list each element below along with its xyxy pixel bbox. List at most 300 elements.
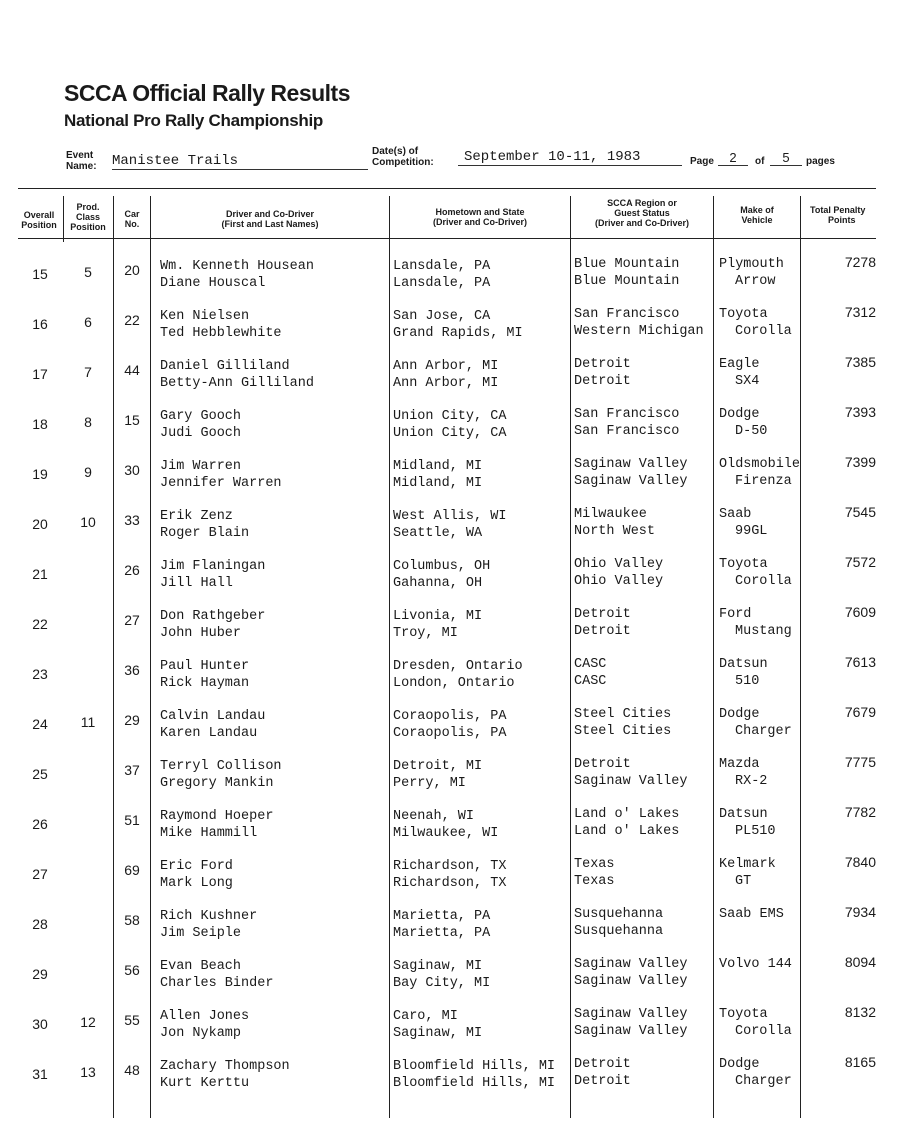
car-number: 55 [124, 1012, 140, 1028]
column-header-car-number [114, 209, 150, 229]
date-label-line-2: Competition: [372, 157, 434, 168]
column-header-text: Prod. [76, 202, 100, 212]
overall-position: 22 [32, 616, 48, 632]
car-number: 51 [124, 812, 140, 828]
co-driver-hometown: Richardson, TX [393, 876, 507, 891]
overall-position: 24 [32, 716, 48, 732]
class-position: 7 [84, 364, 92, 380]
column-header-text: Total Penalty [810, 205, 866, 215]
co-driver-name: Ted Hebblewhite [160, 326, 282, 341]
vehicle [719, 606, 792, 640]
hometowns [393, 808, 498, 842]
penalty-points: 7399 [844, 454, 876, 470]
vehicle-model: Corolla [735, 324, 792, 339]
driver-region: Land o' Lakes [574, 807, 680, 822]
penalty-points: 7572 [844, 554, 876, 570]
class-position: 9 [84, 464, 92, 480]
co-driver-hometown: London, Ontario [393, 676, 515, 691]
driver-name: Don Rathgeber [160, 609, 266, 624]
co-driver-region: Texas [574, 874, 615, 889]
vehicle-model: Charger [735, 724, 792, 739]
page-number: 2 [718, 150, 748, 166]
co-driver-region: Saginaw Valley [574, 1024, 688, 1039]
co-driver-hometown: Coraopolis, PA [393, 726, 507, 741]
co-driver-name: Jim Seiple [160, 926, 242, 941]
vehicle-model: Mustang [735, 624, 792, 639]
event-name-value: Manistee Trails [112, 153, 368, 170]
regions [574, 306, 704, 340]
driver-names [160, 458, 282, 492]
date-value: September 10-11, 1983 [458, 149, 682, 166]
page-subtitle: National Pro Rally Championship [64, 111, 323, 130]
vehicle-make: Mazda [719, 757, 760, 772]
driver-region: Steel Cities [574, 707, 672, 722]
driver-region: Detroit [574, 357, 631, 372]
co-driver-name: Roger Blain [160, 526, 250, 541]
co-driver-hometown: Bay City, MI [393, 976, 491, 991]
column-header-text: No. [124, 219, 140, 229]
table-row [0, 854, 900, 908]
car-number: 58 [124, 912, 140, 928]
driver-region: Saginaw Valley [574, 1007, 688, 1022]
driver-hometown: Caro, MI [393, 1009, 458, 1024]
hometowns [393, 958, 490, 992]
driver-hometown: Bloomfield Hills, MI [393, 1059, 556, 1074]
car-number: 33 [124, 512, 140, 528]
driver-hometown: Dresden, Ontario [393, 659, 523, 674]
co-driver-hometown: Marietta, PA [393, 926, 491, 941]
hometowns [393, 558, 490, 592]
vehicle-make: Oldsmobile [719, 457, 801, 472]
vehicle-make: Saab EMS [719, 907, 784, 922]
driver-name: Ken Nielsen [160, 309, 250, 324]
column-header-text: SCCA Region or [607, 198, 677, 208]
co-driver-region: Detroit [574, 374, 631, 389]
regions [574, 256, 679, 290]
regions [574, 556, 663, 590]
driver-hometown: Neenah, WI [393, 809, 475, 824]
vehicle-make: Dodge [719, 407, 760, 422]
overall-position: 26 [32, 816, 48, 832]
page-total: 5 [770, 150, 802, 166]
car-number: 29 [124, 712, 140, 728]
vehicle [719, 506, 767, 540]
hometowns [393, 358, 498, 392]
table-row [0, 504, 900, 558]
vehicle-model: Arrow [735, 274, 776, 289]
car-number: 44 [124, 362, 140, 378]
driver-name: Paul Hunter [160, 659, 250, 674]
pages-label: pages [806, 156, 835, 167]
column-header-text: Guest Status [614, 208, 670, 218]
driver-region: San Francisco [574, 407, 680, 422]
driver-region: Susquehanna [574, 907, 664, 922]
vehicle-make: Toyota [719, 557, 768, 572]
overall-position: 23 [32, 666, 48, 682]
co-driver-hometown: Midland, MI [393, 476, 483, 491]
driver-hometown: Richardson, TX [393, 859, 507, 874]
table-row [0, 554, 900, 608]
hometowns [393, 458, 482, 492]
column-header-region [571, 198, 713, 228]
vehicle-make: Toyota [719, 1007, 768, 1022]
driver-name: Zachary Thompson [160, 1059, 290, 1074]
co-driver-name: Charles Binder [160, 976, 274, 991]
regions [574, 506, 655, 540]
co-driver-hometown: Gahanna, OH [393, 576, 483, 591]
driver-names [160, 808, 273, 842]
co-driver-region: North West [574, 524, 656, 539]
vehicle-make: Toyota [719, 307, 768, 322]
co-driver-region: Steel Cities [574, 724, 672, 739]
of-label: of [755, 156, 765, 167]
vehicle-make: Ford [719, 607, 752, 622]
column-header-text: (Driver and Co-Driver) [432, 217, 528, 227]
car-number: 56 [124, 962, 140, 978]
penalty-points: 8165 [844, 1054, 876, 1070]
driver-name: Wm. Kenneth Housean [160, 259, 314, 274]
driver-name: Gary Gooch [160, 409, 242, 424]
co-driver-hometown: Perry, MI [393, 776, 466, 791]
co-driver-hometown: Bloomfield Hills, MI [393, 1076, 556, 1091]
hometowns [393, 658, 523, 692]
hometowns [393, 708, 506, 742]
table-row [0, 754, 900, 808]
penalty-points: 7278 [844, 254, 876, 270]
driver-name: Daniel Gilliland [160, 359, 290, 374]
column-header-text: Position [21, 220, 57, 230]
column-header-text: Overall [23, 210, 55, 220]
overall-position: 29 [32, 966, 48, 982]
vehicle [719, 306, 792, 340]
driver-names [160, 1008, 249, 1042]
regions [574, 406, 679, 440]
co-driver-name: Betty-Ann Gilliland [160, 376, 314, 391]
penalty-points: 7545 [844, 504, 876, 520]
car-number: 30 [124, 462, 140, 478]
vehicle-model: Charger [735, 1074, 792, 1089]
hometowns [393, 858, 506, 892]
penalty-points: 7782 [844, 804, 876, 820]
vehicle-model: Corolla [735, 574, 792, 589]
hometowns [393, 508, 506, 542]
driver-names [160, 408, 241, 442]
vehicle-make: Dodge [719, 707, 760, 722]
co-driver-name: Diane Houscal [160, 276, 266, 291]
regions [574, 806, 679, 840]
hometowns [393, 758, 482, 792]
penalty-points: 7679 [844, 704, 876, 720]
column-header-text: (First and Last Names) [221, 219, 319, 229]
penalty-points: 7312 [844, 304, 876, 320]
hometowns [393, 1058, 555, 1092]
class-position: 10 [80, 514, 96, 530]
vehicle [719, 706, 792, 740]
co-driver-region: Saginaw Valley [574, 474, 688, 489]
penalty-points: 7613 [844, 654, 876, 670]
co-driver-name: Jennifer Warren [160, 476, 282, 491]
driver-names [160, 258, 314, 292]
penalty-points: 7393 [844, 404, 876, 420]
penalty-points: 7609 [844, 604, 876, 620]
co-driver-region: Saginaw Valley [574, 974, 688, 989]
vehicle [719, 1056, 792, 1090]
car-number: 48 [124, 1062, 140, 1078]
penalty-points: 7840 [844, 854, 876, 870]
co-driver-name: Gregory Mankin [160, 776, 274, 791]
co-driver-name: Kurt Kerttu [160, 1076, 250, 1091]
event-label-line-2: Name: [66, 161, 97, 172]
co-driver-region: Blue Mountain [574, 274, 680, 289]
column-header-penalty [804, 205, 896, 225]
driver-hometown: Columbus, OH [393, 559, 491, 574]
co-driver-hometown: Ann Arbor, MI [393, 376, 499, 391]
regions [574, 706, 671, 740]
co-driver-hometown: Saginaw, MI [393, 1026, 483, 1041]
regions [574, 856, 615, 890]
vehicle-model: 510 [735, 674, 760, 689]
vehicle-make: Dodge [719, 1057, 760, 1072]
co-driver-name: Jill Hall [160, 576, 233, 591]
co-driver-hometown: Milwaukee, WI [393, 826, 499, 841]
regions [574, 1056, 631, 1090]
class-position: 8 [84, 414, 92, 430]
driver-name: Erik Zenz [160, 509, 233, 524]
driver-names [160, 858, 233, 892]
vehicle-model: SX4 [735, 374, 760, 389]
table-row [0, 704, 900, 758]
overall-position: 15 [32, 266, 48, 282]
car-number: 27 [124, 612, 140, 628]
co-driver-name: Karen Landau [160, 726, 258, 741]
table-header-rule [18, 238, 876, 239]
vehicle-make: Eagle [719, 357, 760, 372]
overall-position: 18 [32, 416, 48, 432]
co-driver-hometown: Seattle, WA [393, 526, 483, 541]
table-row [0, 904, 900, 958]
driver-names [160, 608, 265, 642]
vehicle-make: Saab [719, 507, 752, 522]
table-row [0, 354, 900, 408]
vehicle-model: 99GL [735, 524, 768, 539]
car-number: 37 [124, 762, 140, 778]
column-header-class-position [64, 202, 112, 232]
driver-name: Jim Flaningan [160, 559, 266, 574]
event-label-line-1: Event [66, 150, 94, 161]
vehicle-make: Datsun [719, 657, 768, 672]
car-number: 22 [124, 312, 140, 328]
column-header-make [714, 205, 800, 225]
driver-region: CASC [574, 657, 607, 672]
driver-hometown: Coraopolis, PA [393, 709, 507, 724]
table-top-rule [18, 188, 876, 189]
car-number: 36 [124, 662, 140, 678]
penalty-points: 7934 [844, 904, 876, 920]
driver-names [160, 358, 314, 392]
class-position: 6 [84, 314, 92, 330]
overall-position: 30 [32, 1016, 48, 1032]
class-position: 12 [80, 1014, 96, 1030]
co-driver-name: Judi Gooch [160, 426, 242, 441]
driver-hometown: Saginaw, MI [393, 959, 483, 974]
driver-hometown: Lansdale, PA [393, 259, 491, 274]
penalty-points: 7775 [844, 754, 876, 770]
hometowns [393, 258, 490, 292]
driver-names [160, 508, 249, 542]
co-driver-region: Detroit [574, 624, 631, 639]
table-row [0, 604, 900, 658]
co-driver-name: Mark Long [160, 876, 233, 891]
page-label: Page [690, 156, 714, 167]
table-row [0, 454, 900, 508]
driver-name: Calvin Landau [160, 709, 266, 724]
vehicle-model: D-50 [735, 424, 768, 439]
driver-hometown: Union City, CA [393, 409, 507, 424]
driver-region: Saginaw Valley [574, 957, 688, 972]
hometowns [393, 1008, 482, 1042]
driver-names [160, 1058, 290, 1092]
co-driver-region: Susquehanna [574, 924, 664, 939]
column-header-text: Points [828, 215, 856, 225]
overall-position: 28 [32, 916, 48, 932]
vehicle-make: Volvo 144 [719, 957, 792, 972]
vehicle-make: Datsun [719, 807, 768, 822]
vehicle [719, 856, 776, 890]
vehicle-make: Plymouth [719, 257, 784, 272]
co-driver-name: Jon Nykamp [160, 1026, 242, 1041]
driver-name: Rich Kushner [160, 909, 258, 924]
column-header-driver [151, 209, 389, 229]
regions [574, 456, 687, 490]
driver-names [160, 658, 249, 692]
vehicle-model: RX-2 [735, 774, 768, 789]
car-number: 20 [124, 262, 140, 278]
car-number: 15 [124, 412, 140, 428]
co-driver-region: CASC [574, 674, 607, 689]
driver-hometown: Ann Arbor, MI [393, 359, 499, 374]
overall-position: 21 [32, 566, 48, 582]
hometowns [393, 308, 523, 342]
driver-names [160, 908, 257, 942]
driver-name: Raymond Hoeper [160, 809, 274, 824]
column-header-overall-position [16, 210, 62, 230]
date-label [372, 146, 434, 168]
regions [574, 906, 663, 940]
car-number: 69 [124, 862, 140, 878]
vehicle [719, 756, 767, 790]
driver-region: San Francisco [574, 307, 680, 322]
class-position: 13 [80, 1064, 96, 1080]
vehicle [719, 656, 768, 690]
driver-name: Eric Ford [160, 859, 233, 874]
vehicle [719, 256, 784, 290]
vehicle-model: GT [735, 874, 752, 889]
regions [574, 756, 687, 790]
table-row [0, 1004, 900, 1058]
driver-name: Jim Warren [160, 459, 242, 474]
overall-position: 17 [32, 366, 48, 382]
overall-position: 31 [32, 1066, 48, 1082]
driver-name: Terryl Collison [160, 759, 282, 774]
driver-name: Allen Jones [160, 1009, 250, 1024]
driver-names [160, 308, 282, 342]
hometowns [393, 608, 482, 642]
driver-hometown: Midland, MI [393, 459, 483, 474]
co-driver-region: Land o' Lakes [574, 824, 680, 839]
co-driver-region: Detroit [574, 1074, 631, 1089]
overall-position: 19 [32, 466, 48, 482]
driver-names [160, 758, 282, 792]
co-driver-region: Saginaw Valley [574, 774, 688, 789]
co-driver-hometown: Lansdale, PA [393, 276, 491, 291]
table-row [0, 954, 900, 1008]
co-driver-name: Rick Hayman [160, 676, 250, 691]
hometowns [393, 408, 506, 442]
driver-region: Detroit [574, 1057, 631, 1072]
penalty-points: 8094 [844, 954, 876, 970]
vehicle-make: Kelmark [719, 857, 776, 872]
vehicle-model: PL510 [735, 824, 776, 839]
regions [574, 356, 631, 390]
driver-names [160, 558, 265, 592]
co-driver-region: San Francisco [574, 424, 680, 439]
driver-names [160, 708, 265, 742]
page-title: SCCA Official Rally Results [64, 80, 351, 106]
table-row [0, 1054, 900, 1108]
hometowns [393, 908, 490, 942]
regions [574, 656, 606, 690]
driver-hometown: Marietta, PA [393, 909, 491, 924]
table-row [0, 654, 900, 708]
vehicle-model: Firenza [735, 474, 792, 489]
table-row [0, 304, 900, 358]
class-position: 5 [84, 264, 92, 280]
column-header-text: (Driver and Co-Driver) [594, 218, 690, 228]
table-row [0, 404, 900, 458]
car-number: 26 [124, 562, 140, 578]
regions [574, 1006, 687, 1040]
driver-names [160, 958, 273, 992]
vehicle [719, 956, 792, 973]
column-header-text: Make of [740, 205, 774, 215]
driver-region: Blue Mountain [574, 257, 680, 272]
vehicle [719, 1006, 792, 1040]
co-driver-hometown: Troy, MI [393, 626, 458, 641]
overall-position: 25 [32, 766, 48, 782]
vehicle [719, 356, 760, 390]
column-header-text: Position [70, 222, 106, 232]
co-driver-region: Ohio Valley [574, 574, 664, 589]
driver-hometown: Detroit, MI [393, 759, 483, 774]
table-row [0, 254, 900, 308]
event-name-label [66, 150, 97, 172]
column-header-text: Hometown and State [435, 207, 525, 217]
column-header-text: Class [75, 212, 101, 222]
co-driver-name: John Huber [160, 626, 242, 641]
column-header-text: Car [124, 209, 140, 219]
driver-name: Evan Beach [160, 959, 242, 974]
driver-region: Milwaukee [574, 507, 647, 522]
penalty-points: 8132 [844, 1004, 876, 1020]
vehicle-model: Corolla [735, 1024, 792, 1039]
overall-position: 27 [32, 866, 48, 882]
date-label-line-1: Date(s) of [372, 146, 419, 157]
co-driver-name: Mike Hammill [160, 826, 258, 841]
driver-hometown: San Jose, CA [393, 309, 491, 324]
vehicle [719, 806, 776, 840]
vehicle [719, 456, 800, 490]
driver-hometown: West Allis, WI [393, 509, 507, 524]
